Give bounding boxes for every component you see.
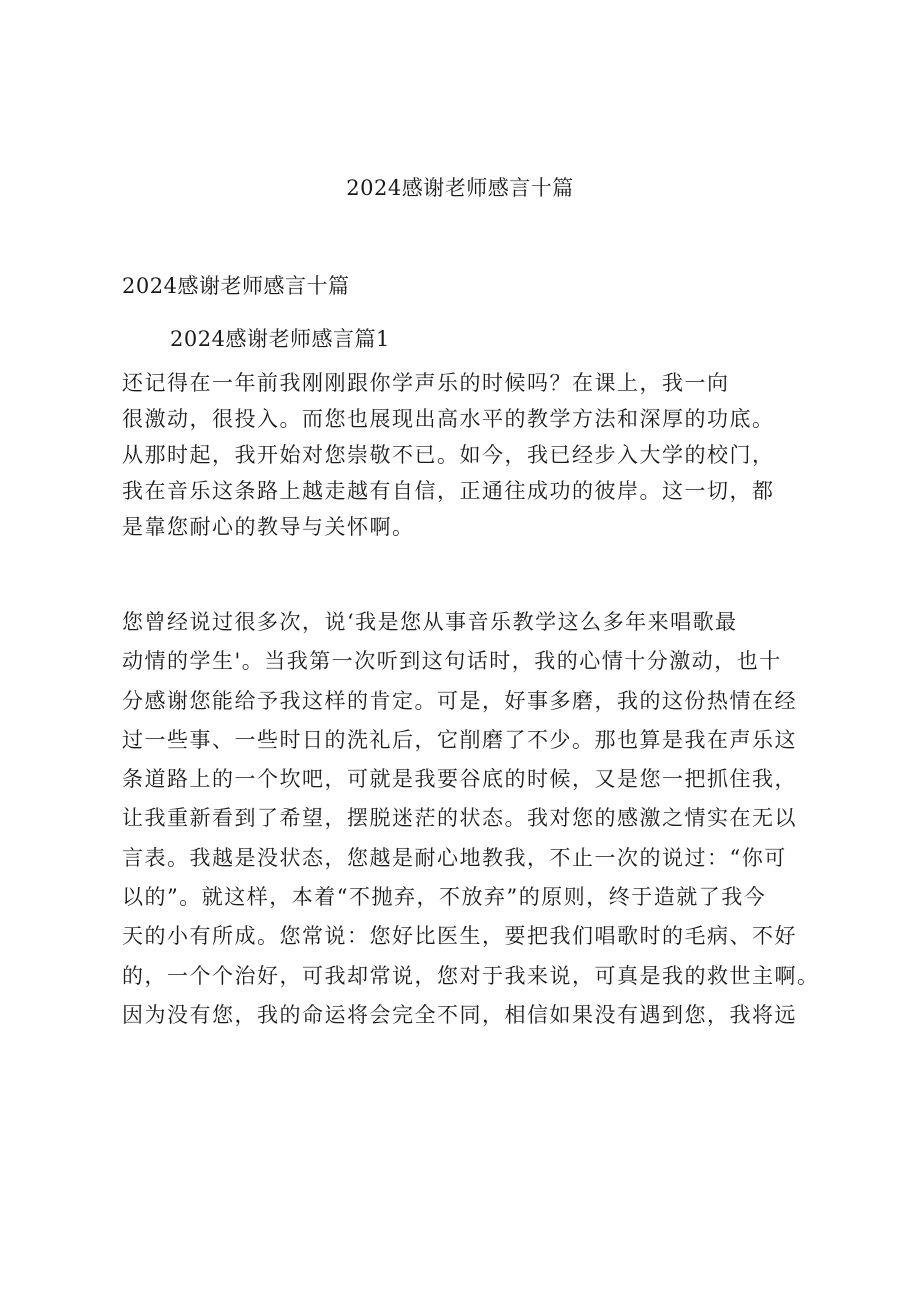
paragraph: 还记得在一年前我刚刚跟你学声乐的时候吗？在课上，我一向 很激动，很投入。而您也展现出高水平的教学方法和深厚的功底。 从那时起，我开始对您崇敬不已。如今，我已经步入大学的校门， 我在音乐这条路上越走越有自信，正通往成功的彼岸。这一切，都 是靠您耐心的教导与关怀啊。 bbox=[122, 371, 775, 539]
paragraph: 您曾经说过很多次，说‘我是您从事音乐教学这么多年来唱歌最 动情的学生'。当我第一次听到这句话时，我的心情十分激动，也十 分感谢您能给予我这样的肯定。可是，好事多磨，我的这份热情在经 过一些事、一些时日的洗礼后，它削磨了不少。那也算是我在声乐这 条道路上的一个坎吧，可就是我要谷底的时候，又是您一把抓住我， 让我重新看到了希望，摆脱迷茫的状态。我对您的感激之情实在无以 言表。我越是没状态，您越是耐心地教我，不止一次的说过：“你可 以的”。就这样，本着“不抛弃，不放弃”的原则，终于造就了我今 天的小有所成。您常说：您好比医生，要把我们唱歌时的毛病、不好 的，一个个治好，可我却常说，您对于我来说，可真是我的救世主啊。 因为没有您，我的命运将会完全不同，相信如果没有遇到您，我将远 bbox=[122, 610, 820, 1027]
section-heading: 2024感谢老师感言篇1 bbox=[170, 327, 390, 351]
document-subtitle: 2024感谢老师感言十篇 bbox=[122, 274, 350, 298]
document-title: 2024感谢老师感言十篇 bbox=[346, 176, 574, 200]
